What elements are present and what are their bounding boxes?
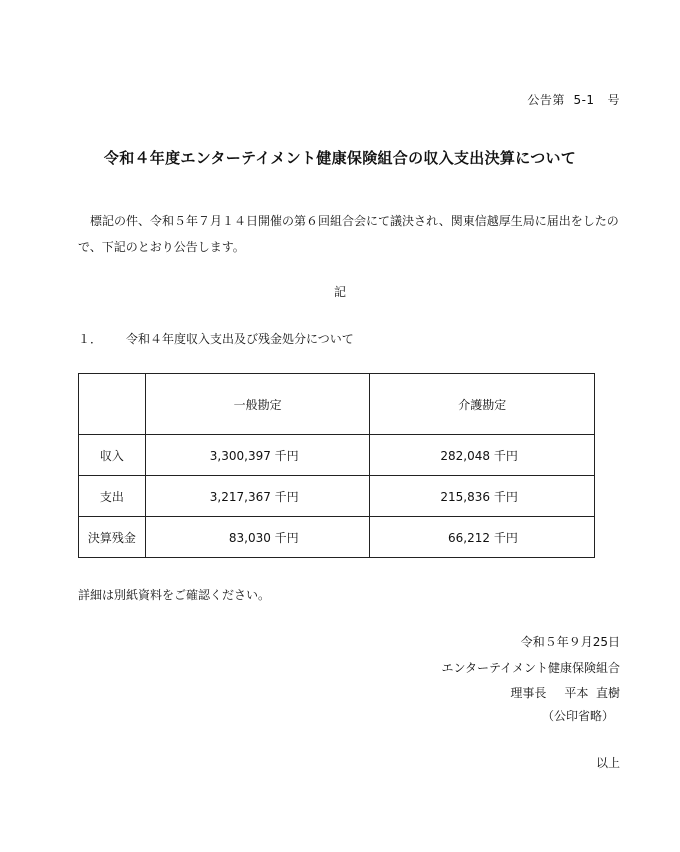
table-header-general: 一般勘定	[145, 374, 370, 435]
section-number: １．	[78, 332, 103, 346]
amount-general-balance: 83,030 千円	[209, 530, 299, 545]
table-header-row	[79, 374, 595, 435]
notice-number: 公告第 5-1 号	[527, 93, 620, 107]
row-label-income: 収入	[79, 435, 146, 476]
chair-title: 理事長	[510, 686, 547, 700]
organization-name: エンターテイメント健康保険組合	[441, 661, 620, 675]
table-header-care: 介護勘定	[370, 374, 595, 435]
ki-marker: 記	[333, 285, 346, 299]
amount-care-balance: 66,212 千円	[440, 530, 518, 545]
cell-care-income	[370, 435, 595, 476]
end-marker: 以上	[595, 756, 620, 770]
amount-general-income: 3,300,397 千円	[209, 448, 299, 463]
body-paragraph	[78, 208, 623, 260]
cell-general-balance	[145, 517, 370, 558]
amount-care-income: 282,048 千円	[440, 448, 518, 463]
amount-care-expense: 215,836 千円	[440, 489, 518, 504]
cell-general-expense	[145, 476, 370, 517]
body-paragraph-text: 標記の件、令和５年７月１４日開催の第６回組合会にて議決され、関東信越厚生局に届出をしたので、下記のとおり公告します。	[78, 214, 619, 254]
chair-name: 平本 直樹	[564, 686, 620, 700]
row-label-expense: 支出	[79, 476, 146, 517]
chair-line	[510, 684, 620, 701]
settlement-table	[78, 373, 595, 558]
cell-general-income	[145, 435, 370, 476]
table-row	[79, 476, 595, 517]
amount-general-expense: 3,217,367 千円	[209, 489, 299, 504]
table-header-blank	[79, 374, 146, 435]
issue-date: 令和５年９月25日	[520, 635, 620, 649]
details-note: 詳細は別紙資料をご確認ください。	[78, 588, 271, 602]
section-title: 令和４年度収入支出及び残金処分について	[126, 332, 354, 346]
row-label-balance: 決算残金	[79, 517, 146, 558]
document-title: 令和４年度エンターテイメント健康保険組合の収入支出決算について	[103, 149, 577, 167]
seal-note: （公印省略）	[541, 709, 614, 723]
table-row	[79, 517, 595, 558]
section-heading	[78, 330, 354, 347]
table-row	[79, 435, 595, 476]
cell-care-expense	[370, 476, 595, 517]
cell-care-balance	[370, 517, 595, 558]
